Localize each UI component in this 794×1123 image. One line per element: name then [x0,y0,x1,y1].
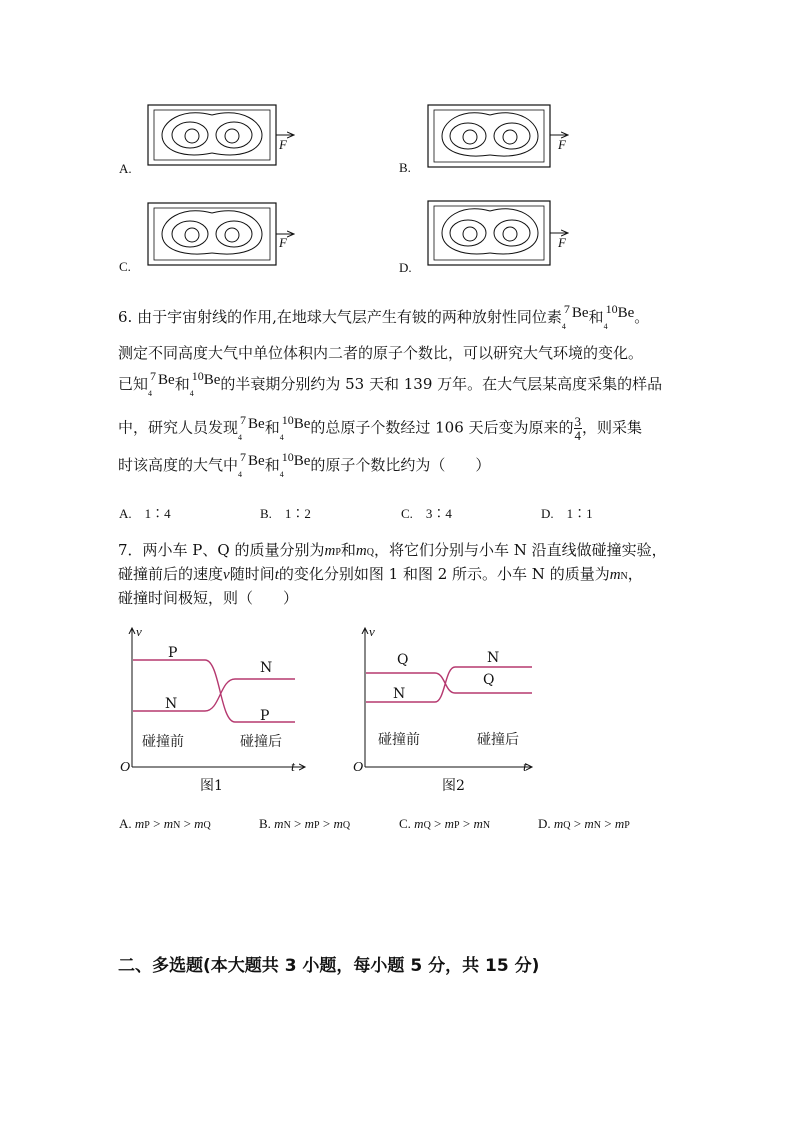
fig1-label-n-after: N [260,660,273,676]
q5-option-a-label: A. [119,161,132,176]
fig1-after-label: 碰撞后 [240,734,282,750]
q6-line1-text: 由于宇宙射线的作用,在地球大气层产生有铍的两种放射性同位素 [137,308,562,326]
fig2-axis-v: v [369,624,375,639]
q7-answer-b[interactable]: B. mN > mP > mQ [259,816,351,831]
fig1-origin: O [120,760,131,775]
fig2-label-q-after: Q [483,672,495,688]
diagram-c[interactable] [148,203,294,265]
fig1-label-n-before: N [165,696,178,712]
q6-answer-b[interactable]: B. 1∶2 [260,506,311,521]
fig1-axis-v: v [136,624,142,639]
isotope-be7: 7 4 Be [148,369,175,398]
force-label-a: F [279,137,287,152]
q6-line-5: 时该高度的大气中 7 4 Be和 10 4 Be的原子个数比约为（ ） [118,450,491,479]
fig1-label-p-before: P [168,645,178,661]
isotope-be10: 10 4 Be [279,412,311,442]
fig2-label-n-after: N [487,650,500,666]
isotope-be10: 10 4 Be [279,450,311,479]
fig2-label-n-before: N [393,686,406,702]
section-title: 二、多选题(本大题共 3 小题，每小题 5 分，共 15 分) [118,956,540,976]
q6-answer-d[interactable]: D. 1∶1 [541,506,593,521]
q7-line-3: 碰撞时间极短，则（ ） [118,589,299,607]
q6-line-2: 测定不同高度大气中单位体积内二者的原子个数比，可以研究大气环境的变化。 [118,344,644,362]
force-label-c: F [279,235,287,250]
fig2-curve-n [366,667,532,702]
q7-line-2: 碰撞前后的速度v随时间t的变化分别如图 1 和图 2 所示。小车 N 的质量为mN， [118,565,643,583]
force-label-b: F [558,137,566,152]
fraction-three-quarters: $\frac{3}{4}$ [574,414,582,443]
q7-answer-d[interactable]: D. mQ > mN > mP [538,816,630,831]
q6-line-3: 已知 7 4 Be和 10 4 Be的半衰期分别约为 53 天和 139 万年。在大气层某高度采集的样品 [118,369,663,398]
q6-answer-a[interactable]: A. 1∶4 [119,506,171,521]
fig2-label-q-before: Q [397,652,409,668]
q7-line-1: 7．两小车 P、Q 的质量分别为mP和mQ，将它们分别与小车 N 沿直线做碰撞实验， [118,541,667,559]
isotope-be10: 10 4 Be [603,302,635,331]
isotope-be7: 7 4 Be [561,302,589,331]
diagram-b[interactable] [428,105,568,167]
q6-number: 6. [118,308,133,326]
fig2-caption: 图2 [442,778,465,794]
fig1-caption: 图1 [200,778,223,794]
q5-option-b-label: B. [399,160,411,175]
isotope-be7: 7 4 Be [238,450,265,479]
fig1-before-label: 碰撞前 [142,734,184,750]
isotope-be7: 7 4 Be [238,412,265,442]
q6-line-4: 中，研究人员发现 7 4 Be和 10 4 Be的总原子个数经过 106 天后变为原来的 $\frac{3}{4}$ ，则采集 [118,412,643,443]
fig1-axis-t: t [291,760,295,775]
q7-answer-c[interactable]: C. mQ > mP > mN [399,816,491,831]
force-label-d: F [558,235,566,250]
fig2-origin: O [353,760,364,775]
q5-diagrams [110,95,590,285]
fig2-curve-q [366,673,532,693]
q6-line-1: 6. 由于宇宙射线的作用,在地球大气层产生有铍的两种放射性同位素 7 4 Be和 10 4 Be。 [118,302,650,331]
fig2-axis-t: t [523,760,527,775]
diagram-a[interactable] [148,105,294,165]
fig1-label-p-after: P [260,708,270,724]
q7-answer-a[interactable]: A. mP > mN > mQ [119,816,211,831]
q5-option-d-label: D. [399,260,412,275]
q5-option-c-label: C. [119,259,131,274]
diagram-d[interactable] [428,201,568,265]
q6-answer-c[interactable]: C. 3∶4 [401,506,452,521]
isotope-be10: 10 4 Be [189,369,221,398]
fig2-after-label: 碰撞后 [477,732,519,748]
fig2-before-label: 碰撞前 [378,732,420,748]
figure-2 [340,622,540,802]
fig1-curve-n [133,679,295,711]
